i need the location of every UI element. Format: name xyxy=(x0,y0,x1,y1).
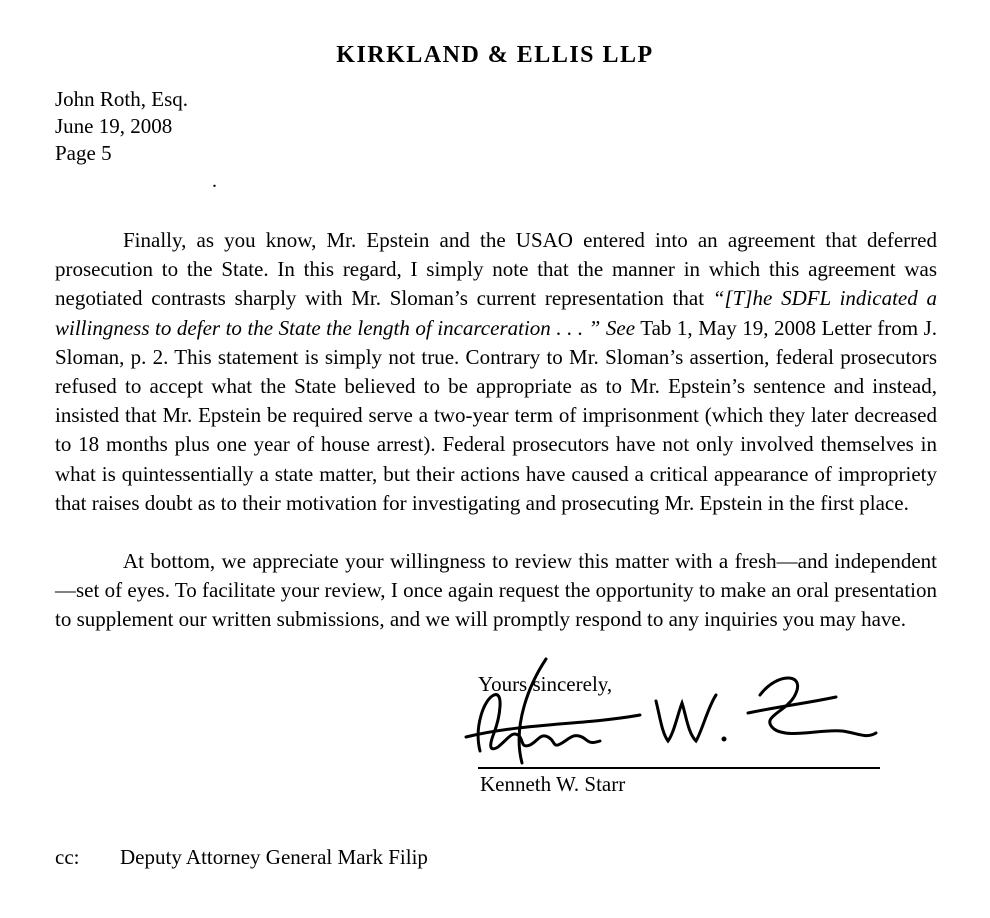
firm-letterhead: KIRKLAND & ELLIS LLP xyxy=(336,42,654,68)
scan-artifact-dot: . xyxy=(212,170,217,192)
cc-value: Deputy Attorney General Mark Filip xyxy=(120,845,428,869)
valediction: Yours sincerely, xyxy=(478,672,613,696)
recipient-line: John Roth, Esq. xyxy=(55,87,189,111)
p1-normal-2: Tab 1, May 19, 2008 Letter from J. Sloman, p. 2. This statement is simply not true. Contrary to Mr. Sloman’s assertion, federal prosecutors refused to accept what the State believed to be appropriate as to Mr. Epstein’s sentence and instead, insisted that Mr. Epstein be required serve a two-year term of imprisonment (which they later decreased to 18 months plus one year of house arrest). Federal prosecutors have not only involved themselves in what is quintessentially a state matter, but their actions have caused a critical appearance of impropriety that raises doubt as to their motivation for investigating and prosecuting Mr. Epstein in the first place. xyxy=(55,315,937,515)
p1-italic-quote: “[T]he SDFL indicated a willingness to defer to the State the length of incarceration . . . ” xyxy=(55,286,937,340)
signature-line xyxy=(478,697,880,769)
page-number-line: Page 5 xyxy=(55,141,112,165)
signature-image xyxy=(464,655,896,767)
letter-body xyxy=(55,226,937,635)
p1-italic-see: See xyxy=(605,315,636,340)
body-paragraph-2: At bottom, we appreciate your willingness to review this matter with a fresh—and independent—set of eyes. To facilitate your review, I once again request the opportunity to make an oral presentation to supplement our written submissions, and we will promptly respond to any inquiries you may have. xyxy=(55,549,937,632)
p1-normal-1: Finally, as you know, Mr. Epstein and the USAO entered into an agreement that deferred prosecution to the State. In this regard, I simply note that the manner in which this agreement was negotiated contrasts sharply with Mr. Sloman’s current representation that xyxy=(55,228,937,311)
body-paragraph-1 xyxy=(55,226,937,518)
closing-block xyxy=(478,672,890,797)
cc-label: cc: xyxy=(55,845,80,869)
date-line: June 19, 2008 xyxy=(55,114,173,138)
cc-block xyxy=(55,845,428,870)
signer-name: Kenneth W. Starr xyxy=(480,772,626,796)
letter-header-block xyxy=(55,86,188,167)
